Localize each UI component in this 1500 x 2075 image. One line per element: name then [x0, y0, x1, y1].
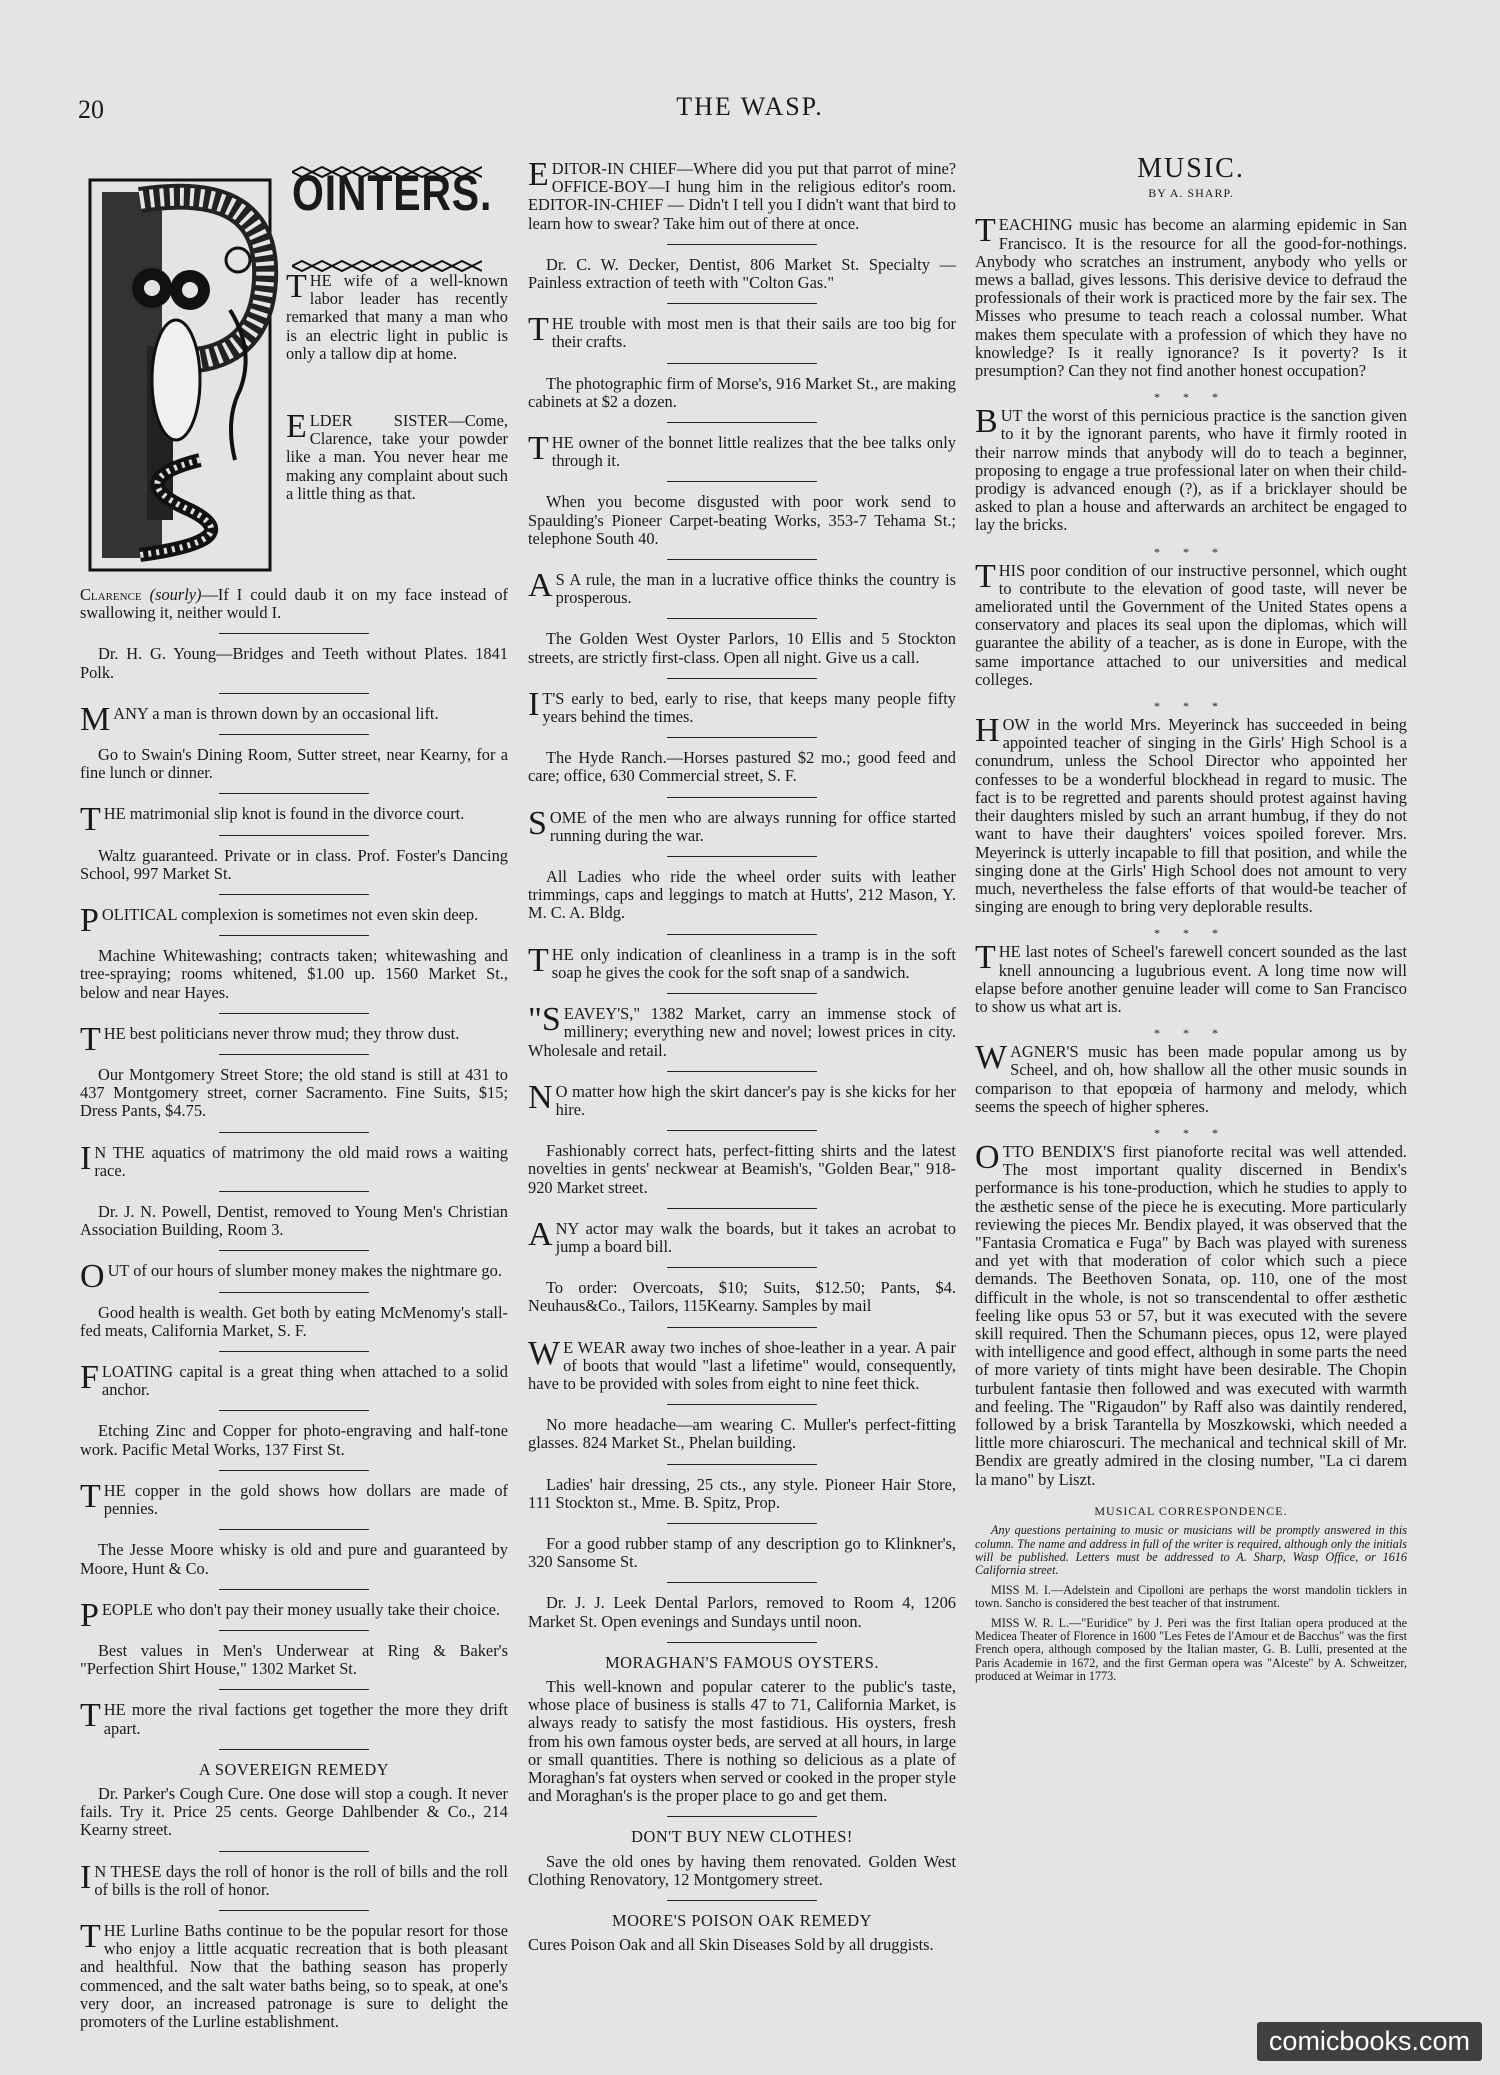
divider — [219, 1470, 369, 1471]
quip-item: IN THESE days the roll of honor is the roll of bills and the roll of bills is the roll of honor. — [80, 1858, 508, 1899]
music-paragraph: BUT the worst of this pernicious practice is the sanction given to it by the ignorant parents, who have it firmly rooted in their narrow minds that anybody will do to teach a beginner, proposing to engage a true professional later on when their child-prodigy is advanced enough (?), as if a bricklayer should be asked to plan a house and afterwards an architect be engaged to lay the bricks. — [975, 403, 1407, 535]
divider — [219, 1529, 369, 1530]
page-title: THE WASP. — [676, 92, 824, 121]
lurline-paragraph: THE Lurline Baths continue to be the popular resort for those who enjoy a little acquatic recreation that is both pleasant and healthful. Now that the bathing season has properly commenced, and the salt water baths being, so to speak, at one's very door, an increased patronage is sure to delight the promoters of the Lurline establishment. — [80, 1917, 508, 2031]
section-separator: * * * — [1154, 1026, 1228, 1041]
section-separator: * * * — [1154, 699, 1228, 714]
ad-item: Save the old ones by having them renovated. Golden West Clothing Renovatory, 12 Montgomery street. — [528, 1851, 956, 1889]
ad-item: Machine Whitewashing; contracts taken; whitewashing and tree-spraying; rooms whitened, $1.00 up. 1560 Market St., below and near Hayes. — [80, 946, 508, 1002]
correspondence-answer: MISS M. I.—Adelstein and Cipolloni are perhaps the worst mandolin ticklers in town. Sancho is considered the best teacher of that instrument. — [975, 1582, 1407, 1611]
divider — [219, 1013, 369, 1014]
quip-item: THE best politicians never throw mud; they throw dust. — [80, 1020, 460, 1058]
ad-item: Go to Swain's Dining Room, Sutter street, near Kearny, for a fine lunch or dinner. — [80, 745, 508, 783]
divider — [219, 935, 369, 936]
divider — [219, 1689, 369, 1690]
reply-text: —If I could daub it on my face instead of swallowing it, neither would I. — [80, 585, 508, 623]
quip-item: THE more the rival factions get together the more they drift apart. — [80, 1697, 508, 1738]
divider — [219, 1749, 369, 1750]
quip-item: THE matrimonial slip knot is found in the divorce court. — [80, 801, 465, 839]
divider — [667, 856, 817, 857]
ad-item: The photographic firm of Morse's, 916 Market St., are making cabinets at $2 a dozen. — [528, 373, 956, 411]
ad-item: Cures Poison Oak and all Skin Diseases Sold by all druggists. — [528, 1935, 934, 1955]
ad-item: Dr. Parker's Cough Cure. One dose will stop a cough. It never fails. Try it. Price 25 cents. George Dahlbender & Co., 214 Kearny street. — [80, 1783, 508, 1840]
pointers-header — [80, 160, 508, 580]
music-paragraph: OTTO BENDIX'S first pianoforte recital was well attended. The most important quality discerned in Bendix's performance is his tone-production, which he studies to apply to the æsthetic sense of the piece he is executing. More particularly reviewing the pieces Mr. Bendix played, it was observed that the "Fantasia Cromatica e Fuga" by Bach was played with sureness and yet with that moderation of color which such a piece demands. The Beethoven Sonata, op. 110, one of the most difficult in the whole, is not so transcendental to offer æsthetic feeling like opus 53 or 57, but it was executed with the severe skill required. Then the Schumann pieces, opus 12, were played with intelligence and good effect, although in some parts the need of more variety of tints might have been desirable. The Chopin turbulent fantasie then followed and was executed with warmth and feeling. The "Rigaudon" by Raff also was daintily rendered, followed by a brisk Tarantella by Moszkowski, which needed a little more chiaroscuri. The mechanical and technical skill of Mr. Bendix are greatly admired in the closing number, "La ci darem la mano" by Liszt. — [975, 1138, 1407, 1489]
divider — [667, 1208, 817, 1209]
divider — [667, 934, 817, 935]
quip-item: OUT of our hours of slumber money makes the nightmare go. — [80, 1258, 502, 1296]
divider — [667, 363, 817, 364]
divider — [219, 1250, 369, 1251]
ad-item: When you become disgusted with poor work send to Spaulding's Pioneer Carpet-beating Works, 353-7 Tehama St.; telephone South 40. — [528, 492, 956, 548]
ad-item: The Jesse Moore whisky is old and pure and guaranteed by Moore, Hunt & Co. — [80, 1540, 508, 1578]
divider — [667, 1267, 817, 1268]
quip-item: IN THE aquatics of matrimony the old maid rows a waiting race. — [80, 1139, 508, 1180]
ad-item: Dr. C. W. Decker, Dentist, 806 Market St. Specialty —Painless extraction of teeth with "Colton Gas." — [528, 254, 956, 293]
music-paragraph: WAGNER'S music has been made popular among us by Scheel, and oh, how shallow all the other music sounds in comparison to that epopœia of harmony and melody, which seems the speech of higher spheres. — [975, 1039, 1407, 1116]
section-heading: A SOVEREIGN REMEDY — [198, 1759, 390, 1779]
quip-item: POLITICAL complexion is sometimes not even skin deep. — [80, 902, 479, 940]
ad-item: Waltz guaranteed. Private or in class. Prof. Foster's Dancing School, 997 Market St. — [80, 845, 508, 883]
correspondence-intro: Any questions pertaining to music or musicians will be promptly answered in this column. The name and address in full of the writer is required, although only the initials will be published. Letters must be addressed to A. Sharp, Wasp Office, or 1616 California street. — [975, 1523, 1407, 1578]
divider — [667, 244, 817, 245]
quip-item: PEOPLE who don't pay their money usually take their choice. — [80, 1596, 500, 1634]
divider — [219, 894, 369, 895]
divider — [219, 1292, 369, 1293]
section-heading: MOORE'S POISON OAK REMEDY — [612, 1911, 872, 1930]
divider — [219, 734, 369, 735]
speaker-label: Clarence — [80, 585, 142, 604]
divider — [667, 1071, 817, 1072]
divider — [667, 303, 817, 304]
divider — [667, 618, 817, 619]
ad-item: Best values in Men's Underwear at Ring & Baker's "Perfection Shirt House," 1302 Market St. — [80, 1640, 508, 1679]
divider — [219, 1410, 369, 1411]
quip-item: FLOATING capital is a great thing when attached to a solid anchor. — [80, 1359, 508, 1400]
column-items — [528, 156, 956, 1965]
divider — [667, 481, 817, 482]
clarence-reply — [80, 586, 508, 622]
divider — [667, 1464, 817, 1465]
quip-item: AS A rule, the man in a lucrative office thinks the country is prosperous. — [528, 567, 956, 608]
watermark-logo: comicbooks.com — [1257, 2022, 1482, 2061]
divider — [667, 422, 817, 423]
section-separator: * * * — [1154, 544, 1228, 559]
ad-item: Dr. H. G. Young—Bridges and Teeth without Plates. 1841 Polk. — [80, 644, 508, 682]
divider — [219, 1191, 369, 1192]
ad-item: The Golden West Oyster Parlors, 10 Ellis and 5 Stockton streets, are strictly first-class. Open all night. Give us a call. — [528, 629, 956, 667]
byline: BY A. SHARP. — [1148, 186, 1234, 201]
quip-item: MANY a man is thrown down by an occasional lift. — [80, 700, 439, 738]
divider — [219, 1630, 369, 1631]
divider — [219, 1054, 369, 1055]
section-separator: * * * — [1154, 1125, 1228, 1140]
divider — [667, 737, 817, 738]
divider — [219, 633, 369, 634]
divider — [667, 559, 817, 560]
ad-item: For a good rubber stamp of any description go to Klinkner's, 320 Sansome St. — [528, 1533, 956, 1572]
quip-item: IT'S early to bed, early to rise, that keeps many people fifty years behind the times. — [528, 685, 956, 727]
musical-correspondence — [975, 1505, 1407, 1684]
dialogue-item: EDITOR-IN CHIEF—Where did you put that parrot of mine? OFFICE-BOY—I hung him in the religious editor's room. EDITOR-IN-CHIEF — Didn't I tell you I didn't want that bird to learn how to swear? Take him out of there at once. — [528, 156, 956, 233]
column-pointers — [80, 160, 508, 2042]
divider — [219, 1132, 369, 1133]
ad-item: Our Montgomery Street Store; the old stand is still at 431 to 437 Montgomery street, corner Sacramento. Fine Suits, $15; Dress Pants, $4.75. — [80, 1065, 508, 1121]
divider — [667, 993, 817, 994]
quip-item: THE owner of the bonnet little realizes that the bee talks only through it. — [528, 430, 956, 471]
quip-item: NO matter how high the skirt dancer's pay is she kicks for her hire. — [528, 1078, 956, 1119]
music-title: MUSIC. — [1137, 153, 1245, 184]
divider — [667, 797, 817, 798]
page-number: 20 — [78, 95, 104, 124]
divider — [219, 793, 369, 794]
section-separator: * * * — [1154, 390, 1228, 405]
divider — [219, 1851, 369, 1852]
correspondence-heading: MUSICAL CORRESPONDENCE. — [1094, 1503, 1288, 1518]
divider — [667, 1900, 817, 1901]
decorative-p-initial-illustration — [80, 160, 280, 580]
quip-item: THE only indication of cleanliness in a tramp is in the soft soap he gives the cook for the soft snap of a sandwich. — [528, 941, 956, 982]
ad-item: "SEAVEY'S," 1382 Market, carry an immense stock of millinery; everything new and novel; lowest prices in city. Wholesale and retail. — [528, 1001, 956, 1060]
divider — [219, 835, 369, 836]
correspondence-answer: MISS W. R. L.—"Euridice" by J. Peri was the first Italian opera produced at the Medicea Theater of Florence in 1600 "Les Fetes de l'Amour et de Bacchus" was the first French opera, although composed by the Italian master, G. B. Lulli, presented at the Paris Academie in 1672, and the first German opera was "Alceste" by A. Schweitzer, produced at Weimar in 1773. — [975, 1615, 1407, 1684]
ad-item: To order: Overcoats, $10; Suits, $12.50; Pants, $4. Neuhaus&Co., Tailors, 115Kearny. Samples by mail — [528, 1278, 956, 1316]
divider — [219, 1351, 369, 1352]
quip-item: THE trouble with most men is that their sails are too big for their crafts. — [528, 311, 956, 352]
ad-item: Fashionably correct hats, perfect-fitting shirts and the latest novelties in gents' neckwear at Beamish's, "Golden Bear," 918-920 Market street. — [528, 1141, 956, 1197]
ad-item: Etching Zinc and Copper for photo-engraving and half-tone work. Pacific Metal Works, 137 First St. — [80, 1421, 508, 1459]
ad-item: Ladies' hair dressing, 25 cts., any style. Pioneer Hair Store, 111 Stockton st., Mme. B. Spitz, Prop. — [528, 1474, 956, 1512]
divider — [667, 1582, 817, 1583]
divider — [667, 678, 817, 679]
column-music — [975, 153, 1407, 1690]
paragraph: ELDER SISTER—Come, Clarence, take your powder like a man. You never hear me making any complaint about such a little thing as that. — [286, 408, 508, 503]
ad-item: All Ladies who ride the wheel order suits with leather trimmings, caps and leggings to match at Hutts', 212 Mason, Y. M. C. A. Bldg. — [528, 867, 956, 923]
pointers-heading: OINTERS. — [292, 165, 493, 221]
divider — [667, 1642, 817, 1643]
ad-item: This well-known and popular caterer to the public's taste, whose place of business is stalls 47 to 71, California Market, is always ready to satisfy the most fastidious. His oysters, fresh from his own famous oyster beds, are served at all hours, in large or small quantities. There is nothing so delicious as a plate of Moraghan's fat oysters when served or cooked in the proper style and Moraghan's is the proper place to go and get them. — [528, 1676, 956, 1806]
elder-sister-dialogue — [286, 408, 508, 503]
music-paragraph: THE last notes of Scheel's farewell concert sounded as the last knell announcing a lugubrious event. A long time now will elapse before another genuine leader will come to San Francisco to show us what art is. — [975, 939, 1407, 1016]
quip-item: SOME of the men who are always running for office started running during the war. — [528, 804, 956, 845]
divider — [667, 1816, 817, 1817]
speaker-tone: (sourly) — [149, 585, 202, 604]
quip-item: WE WEAR away two inches of shoe-leather in a year. A pair of boots that would "last a lifetime" would, consequently, have to be provided with soles from eight to nine feet thick. — [528, 1334, 956, 1393]
pointers-opening-text — [286, 268, 508, 363]
divider — [667, 1404, 817, 1405]
section-separator: * * * — [1154, 926, 1228, 941]
divider — [219, 1589, 369, 1590]
paragraph: THE wife of a well-known labor leader has recently remarked that many a man who is an electric light in public is only a tallow dip at home. — [286, 268, 508, 363]
ad-item: Dr. J. N. Powell, Dentist, removed to Young Men's Christian Association Building, Room 3. — [80, 1202, 508, 1240]
music-paragraph: HOW in the world Mrs. Meyerinck has succeeded in being appointed teacher of singing in the Girls' High School is a conundrum, unless the School Director who appointed her confesses to be a wonderful blockhead in regard to music. The fact is to be regretted and parents should protest against having their daughters misled by such an arrant humbug, if they do not want to have their daughters' voices spoiled forever. Mrs. Meyerinck is utterly incapable to fill that position, and while the singing done at the Girls' High School does not amount to very much, nevertheless the false efforts of that would-be teacher of singing are enough to bring very deplorable results. — [975, 712, 1407, 917]
ad-item: No more headache—am wearing C. Muller's perfect-fitting glasses. 824 Market St., Phelan building. — [528, 1415, 956, 1453]
section-heading: MORAGHAN'S FAMOUS OYSTERS. — [605, 1652, 879, 1672]
divider — [219, 1910, 369, 1911]
ad-item: Dr. J. J. Leek Dental Parlors, removed to Room 4, 1206 Market St. Open evenings and Sundays until noon. — [528, 1593, 956, 1631]
divider — [667, 1130, 817, 1131]
ad-item: The Hyde Ranch.—Horses pastured $2 mo.; good feed and care; office, 630 Commercial street, S. F. — [528, 748, 956, 786]
music-paragraph: TEACHING music has become an alarming epidemic in San Francisco. It is the resource for all the good-for-nothings. Anybody who scratches an instrument, anybody who yells or mews a ballad, gives lessons. This derisive device to defraud the professionals of their work is practiced more by the fair sex. The Misses who presume to teach reach a colossal number. What makes them speculate with a profession of which they have no knowledge? Is it really ignorance? Is it poverty? Is it presumption? Can they not find another honest occupation? — [975, 212, 1407, 381]
divider — [667, 1327, 817, 1328]
divider — [667, 1523, 817, 1524]
quip-item: THE copper in the gold shows how dollars are made of pennies. — [80, 1477, 508, 1519]
section-heading: DON'T BUY NEW CLOTHES! — [631, 1827, 853, 1847]
ad-item: Good health is wealth. Get both by eating McMenomy's stall-fed meats, California Market, S. F. — [80, 1302, 508, 1340]
quip-item: ANY actor may walk the boards, but it takes an acrobat to jump a board bill. — [528, 1215, 956, 1256]
divider — [219, 693, 369, 694]
music-paragraph: THIS poor condition of our instructive personnel, which ought to contribute to the elevation of good taste, will never be ameliorated until the Government of the United States opens a conservatory and places its seal upon the diplomas, which will guarantee the ability of a teacher, as is done in Europe, with the same importance attached to our universities and medical colleges. — [975, 557, 1407, 689]
